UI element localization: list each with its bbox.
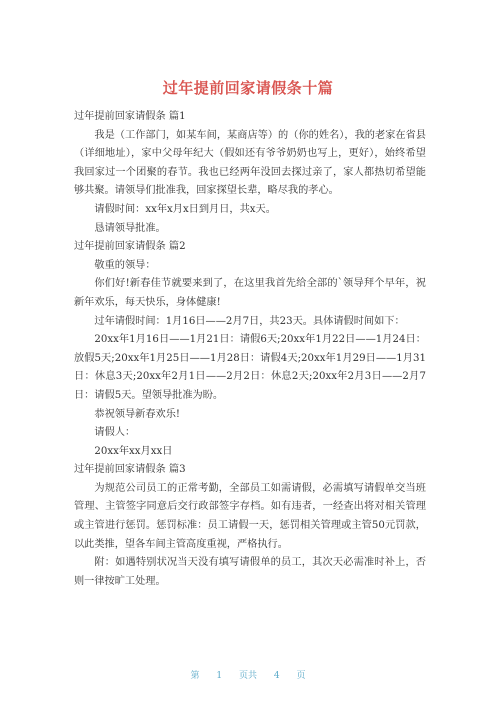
document-title: 过年提前回家请假条十篇 (162, 79, 334, 97)
section-heading-3: 过年提前回家请假条 篇3 (74, 464, 186, 476)
paragraph: 附：如遇特别状况当天没有填写请假单的员工，其次天必需准时补上，否则一律按旷工处理。 (74, 557, 426, 587)
footer-page-number: 1 (216, 671, 223, 681)
page-footer (0, 668, 496, 681)
paragraph: 我是（工作部门，如某车间，某商店等）的（你的姓名），我的老家在省县（详细地址），家中父母年纪大（假如还有爷爷奶奶也写上，更好），始终希望我回家过一个团聚的春节。我也已经两年没回去探过亲了，家人都热切希望能够共聚。请领导们批准我，回家探望长辈，略尽我的孝心。 (74, 129, 426, 197)
paragraph: 恭祝领导新春欢乐! (94, 408, 180, 420)
paragraph: 恳请领导批准。 (94, 222, 166, 234)
paragraph: 为规范公司员工的正常考勤，全部员工如需请假，必需填写请假单交当班管理、主管签字同意后交行政部签字存档。如有违者，一经查出将对相关管理或主管进行惩罚。惩罚标准：员工请假一天，惩罚相关管理或主管50元罚款，以此类推，望各车间主管高度重视，严格执行。 (74, 482, 426, 550)
footer-page-of: 页共 (238, 671, 257, 681)
footer-total-pages: 4 (273, 671, 280, 681)
section-heading-1: 过年提前回家请假条 篇1 (74, 111, 186, 122)
paragraph: 过年请假时间：1月16日——2月7日，共23天。具体请假时间如下： (94, 315, 405, 327)
salutation: 敬重的领导： (94, 259, 156, 271)
paragraph: 请假时间：xx年x月x日到月日，共x天。 (94, 203, 276, 215)
paragraph: 你们好!新春佳节就要来到了，在这里我首先给全部的`领导拜个早年，祝新年欢乐，每天快乐，身体健康! (74, 278, 426, 308)
footer-page-label: 第 (190, 671, 200, 681)
signature-label: 请假人： (94, 427, 136, 439)
paragraph: 20xx年1月16日——1月21日：请假6天;20xx年1月22日——1月24日：放假5天;20xx年1月25日——1月28日：请假4天;20xx年1月29日——1月31日：休息3天;20xx年2月1日——2月2日：休息2天;20xx年2月3日——2月7日：请假5天。望领导批准为盼。 (74, 334, 426, 401)
signature-date: 20xx年xx月xx日 (94, 445, 173, 457)
section-heading-2: 过年提前回家请假条 篇2 (74, 241, 186, 253)
document-body (74, 108, 426, 591)
footer-page-suffix: 页 (296, 671, 306, 681)
